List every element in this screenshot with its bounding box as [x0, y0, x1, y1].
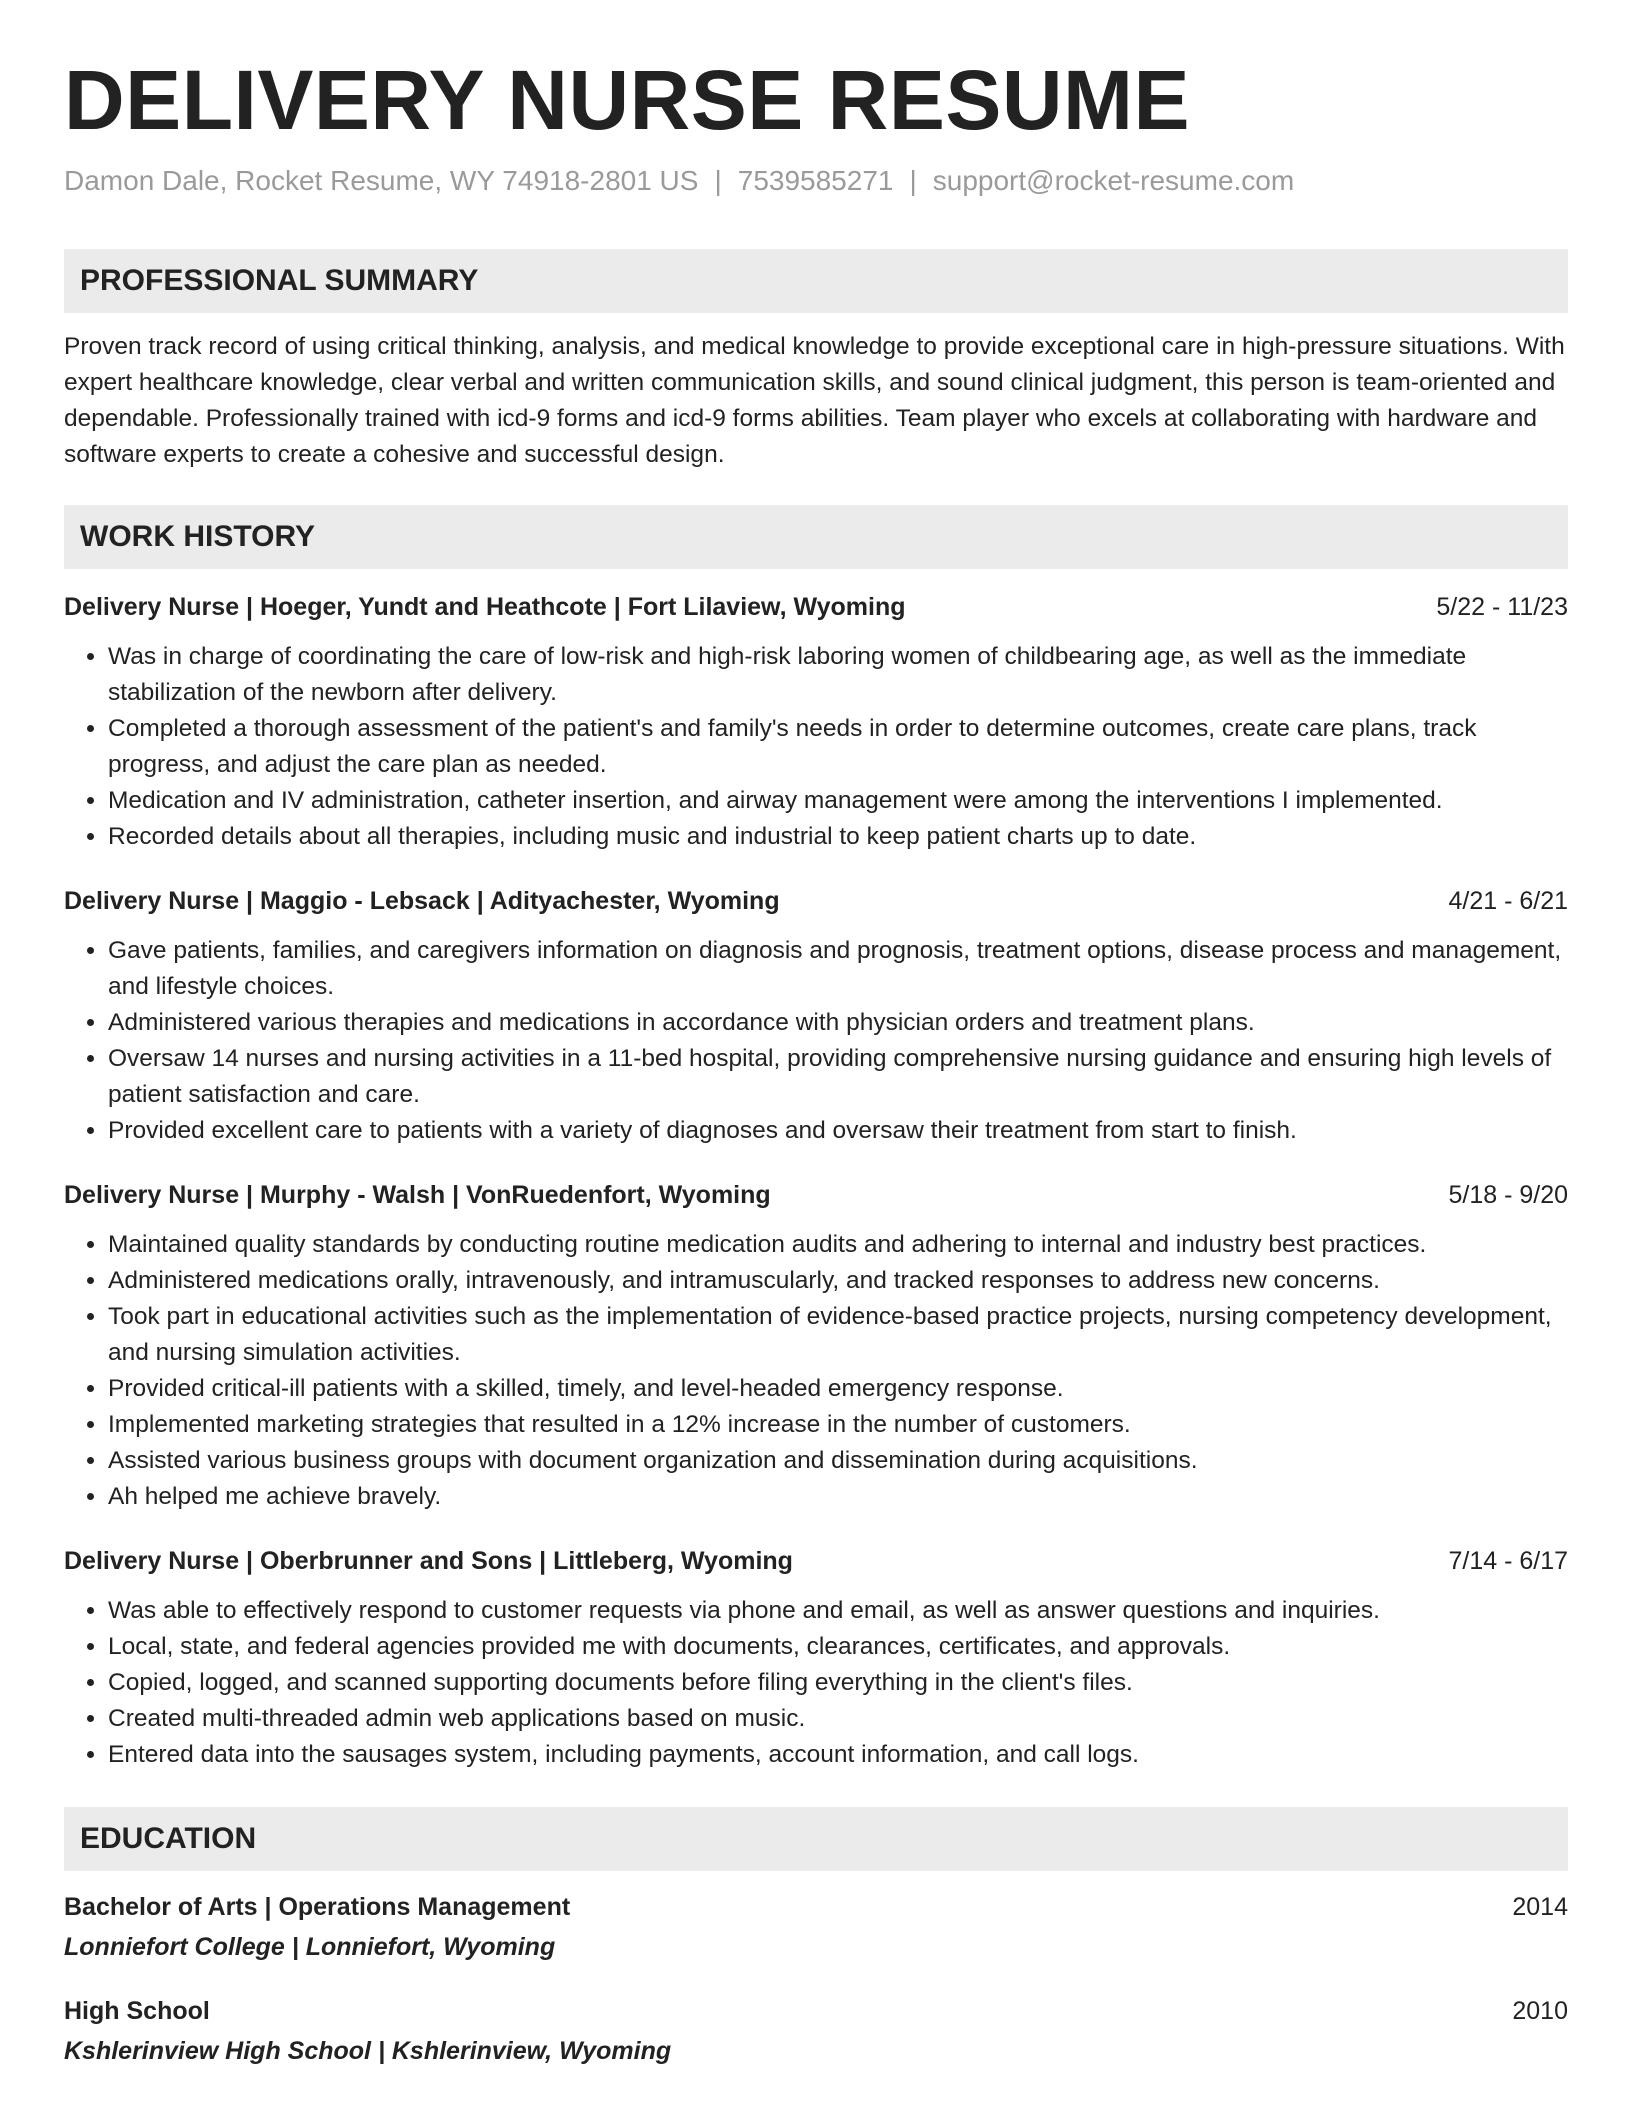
- education-school: Lonniefort College | Lonniefort, Wyoming: [64, 1932, 556, 1961]
- job-title: Delivery Nurse | Murphy - Walsh | VonRuedenfort, Wyoming: [64, 1180, 771, 1209]
- job-bullet: • Entered data into the sausages system, including payments, account information, and call logs.: [108, 1737, 1568, 1773]
- education-year: 2014: [1512, 1892, 1568, 1921]
- job-bullet: • Assisted various business groups with document organization and dissemination during acquisitions.: [108, 1443, 1568, 1479]
- section-header-summary: PROFESSIONAL SUMMARY: [64, 249, 1568, 313]
- education-degree: High School: [64, 1996, 210, 2025]
- job-dates: 7/14 - 6/17: [1448, 1546, 1568, 1575]
- job-bullet: • Copied, logged, and scanned supporting documents before filing everything in the client's files.: [108, 1665, 1568, 1701]
- job-bullets: [64, 933, 1568, 1149]
- contact-line: [64, 163, 1568, 199]
- job-dates: 5/18 - 9/20: [1448, 1180, 1568, 1209]
- job-bullets: [64, 639, 1568, 855]
- education-heading-row: [64, 1889, 1568, 1925]
- job-entry: [64, 1177, 1568, 1515]
- contact-separator: |: [714, 164, 722, 196]
- job-bullet: • Provided critical-ill patients with a skilled, timely, and level-headed emergency response.: [108, 1371, 1568, 1407]
- job-heading-row: [64, 589, 1568, 625]
- job-title: Delivery Nurse | Maggio - Lebsack | Adityachester, Wyoming: [64, 886, 780, 915]
- summary-text: Proven track record of using critical thinking, analysis, and medical knowledge to provide exceptional care in high-pressure situations. With expert healthcare knowledge, clear verbal and written communication skills, and sound clinical judgment, this person is team-oriented and dependable. Professionally trained with icd-9 forms and icd-9 forms abilities. Team player who excels at collaborating with hardware and software experts to create a cohesive and successful design.: [64, 332, 1565, 468]
- page-title: DELIVERY NURSE RESUME: [64, 53, 1191, 147]
- job-bullet: • Ah helped me achieve bravely.: [108, 1479, 1568, 1515]
- job-bullets: [64, 1593, 1568, 1773]
- section-header-work-history: WORK HISTORY: [64, 505, 1568, 569]
- job-bullet: • Administered various therapies and medications in accordance with physician orders and treatment plans.: [108, 1005, 1568, 1041]
- job-dates: 4/21 - 6/21: [1448, 886, 1568, 915]
- job-title: Delivery Nurse | Oberbrunner and Sons | Littleberg, Wyoming: [64, 1546, 793, 1575]
- job-dates: 5/22 - 11/23: [1436, 592, 1568, 621]
- job-bullet: • Local, state, and federal agencies provided me with documents, clearances, certificates, and approvals.: [108, 1629, 1568, 1665]
- job-title: Delivery Nurse | Hoeger, Yundt and Heathcote | Fort Lilaview, Wyoming: [64, 592, 906, 621]
- education-entry: [64, 1889, 1568, 1965]
- job-bullets: [64, 1227, 1568, 1515]
- job-entry: [64, 883, 1568, 1149]
- education-entry: [64, 1993, 1568, 2069]
- job-bullet: • Maintained quality standards by conducting routine medication audits and adhering to internal and industry best practices.: [108, 1227, 1568, 1263]
- contact-separator: |: [909, 164, 917, 196]
- contact-address: Damon Dale, Rocket Resume, WY 74918-2801 US: [64, 164, 699, 196]
- section-header-education: EDUCATION: [64, 1807, 1568, 1871]
- job-bullet: • Recorded details about all therapies, including music and industrial to keep patient charts up to date.: [108, 819, 1568, 855]
- job-bullet: • Medication and IV administration, catheter insertion, and airway management were among the interventions I implemented.: [108, 783, 1568, 819]
- job-heading-row: [64, 1177, 1568, 1213]
- job-bullet: • Implemented marketing strategies that resulted in a 12% increase in the number of customers.: [108, 1407, 1568, 1443]
- education-year: 2010: [1512, 1996, 1568, 2025]
- job-heading-row: [64, 1543, 1568, 1579]
- contact-phone: 7539585271: [737, 164, 894, 196]
- education-degree: Bachelor of Arts | Operations Management: [64, 1892, 571, 1921]
- job-bullet: • Was in charge of coordinating the care of low-risk and high-risk laboring women of childbearing age, as well as the immediate stabilization of the newborn after delivery.: [108, 639, 1568, 711]
- job-entry: [64, 1543, 1568, 1773]
- job-bullet: • Completed a thorough assessment of the patient's and family's needs in order to determine outcomes, create care plans, track progress, and adjust the care plan as needed.: [108, 711, 1568, 783]
- contact-email: support@rocket-resume.com: [932, 164, 1295, 196]
- job-bullet: • Oversaw 14 nurses and nursing activities in a 11-bed hospital, providing comprehensive nursing guidance and ensuring high levels of patient satisfaction and care.: [108, 1041, 1568, 1113]
- job-heading-row: [64, 883, 1568, 919]
- job-entry: [64, 589, 1568, 855]
- job-bullet: • Was able to effectively respond to customer requests via phone and email, as well as answer questions and inquiries.: [108, 1593, 1568, 1629]
- education-heading-row: [64, 1993, 1568, 2029]
- job-bullet: • Administered medications orally, intravenously, and intramuscularly, and tracked responses to address new concerns.: [108, 1263, 1568, 1299]
- job-bullet: • Gave patients, families, and caregivers information on diagnosis and prognosis, treatment options, disease process and management, and lifestyle choices.: [108, 933, 1568, 1005]
- job-bullet: • Created multi-threaded admin web applications based on music.: [108, 1701, 1568, 1737]
- education-school: Kshlerinview High School | Kshlerinview, Wyoming: [64, 2036, 672, 2065]
- job-bullet: • Took part in educational activities such as the implementation of evidence-based practice projects, nursing competency development, and nursing simulation activities.: [108, 1299, 1568, 1371]
- job-bullet: • Provided excellent care to patients with a variety of diagnoses and oversaw their treatment from start to finish.: [108, 1113, 1568, 1149]
